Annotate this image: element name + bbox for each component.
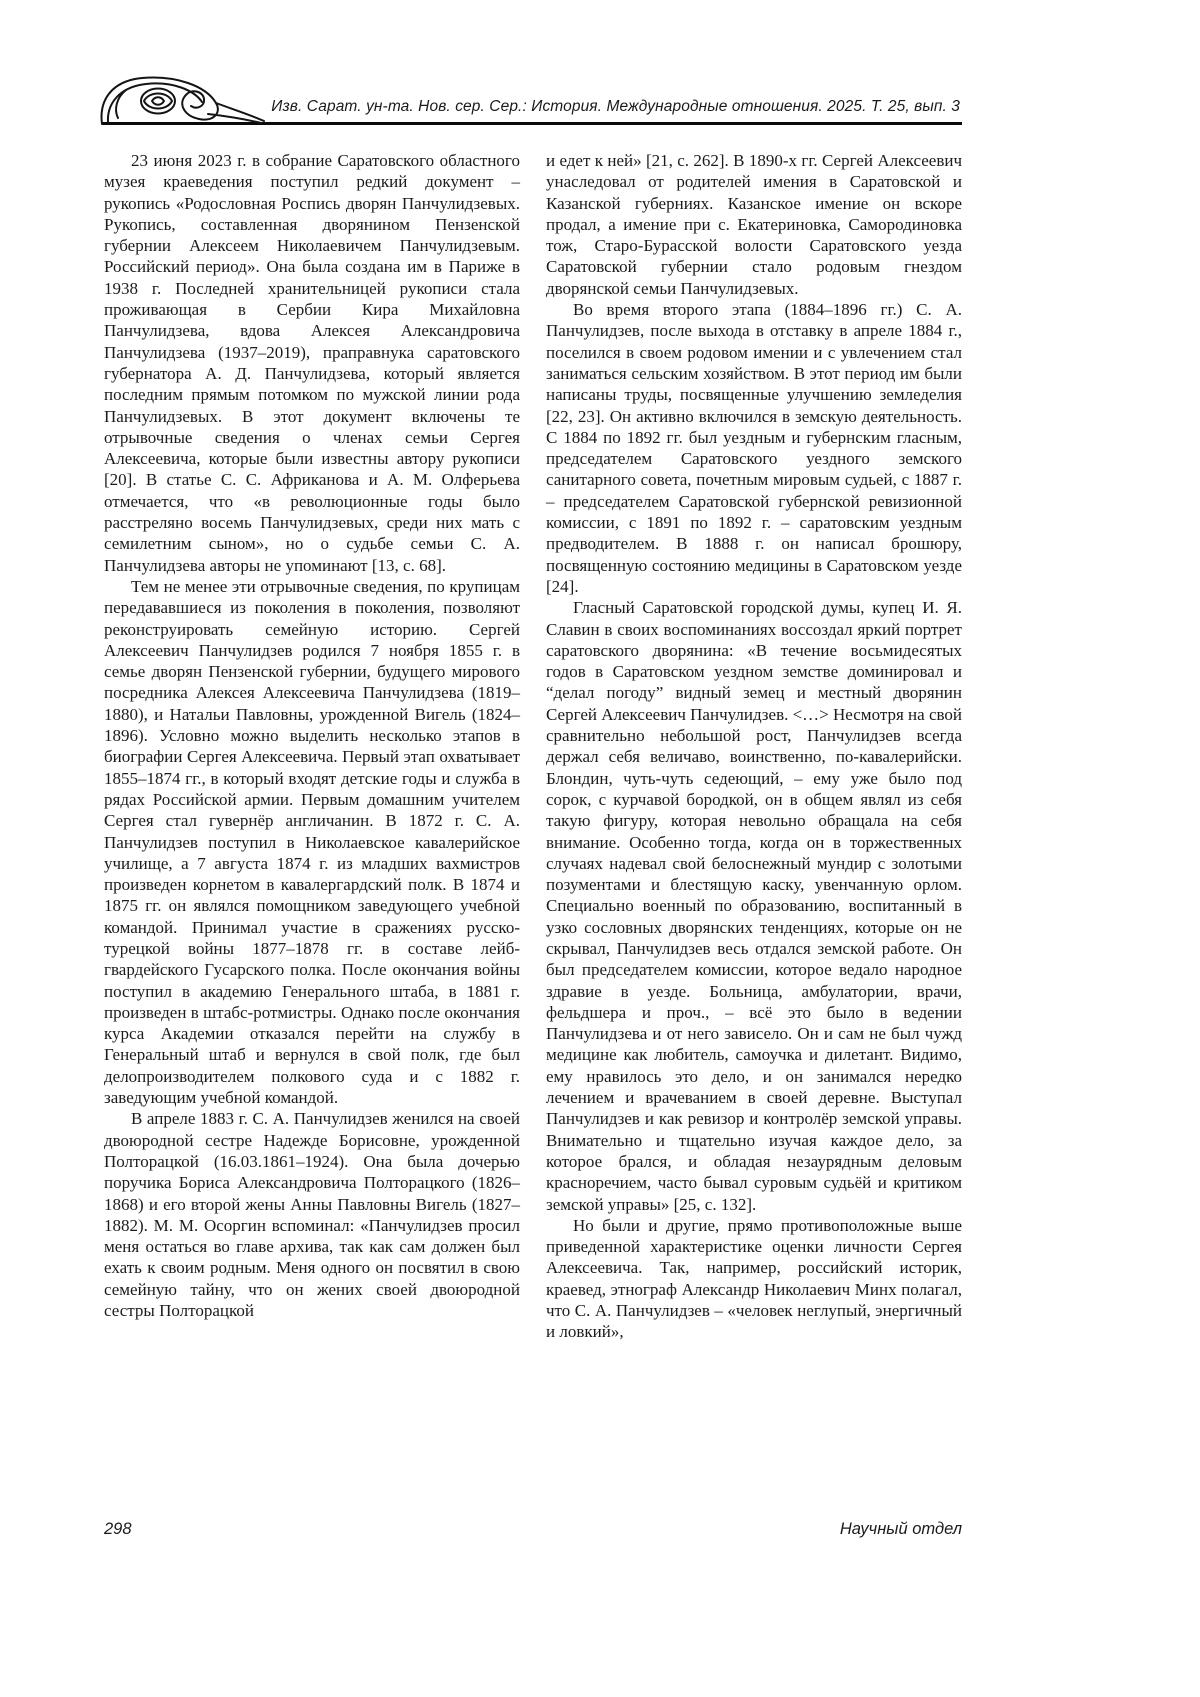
page-number: 298 bbox=[104, 1520, 132, 1538]
paragraph: Но были и другие, прямо противоположные выше приведенной характеристике оценки личности Сергея Алексеевича. Так, например, российский историк, краевед, этнограф Александр Николаевич Минх полагал, что С. А. Панчулидзев – «человек неглупый, энергичный и ловкий», bbox=[546, 1215, 962, 1342]
ornament-flourish-icon bbox=[96, 72, 268, 126]
column-right bbox=[546, 150, 962, 1343]
footer-section-label: Научный отдел bbox=[839, 1520, 962, 1538]
paragraph: и едет к ней» [21, с. 262]. В 1890-х гг. Сергей Алексеевич унаследовал от родителей имения в Саратовской и Казанской губерниях. Казанское имение он вскоре продал, а имение при с. Екатериновка, Самородиновка тож, Старо-Бурасской волости Саратовского уезда Саратовской губернии стало родовым гнездом дворянской семьи Панчулидзевых. bbox=[546, 151, 962, 298]
running-head bbox=[102, 66, 962, 125]
paragraph: В апреле 1883 г. С. А. Панчулидзев женился на своей двоюродной сестре Надежде Борисовне, урожденной Полторацкой (16.03.1861–1924). Она была дочерью поручика Бориса Александровича Полторацкого (1826–1868) и его второй жены Анны Павловны Вигель (1827–1882). М. М. Осоргин вспоминал: «Панчулидзев просил меня остаться во главе архива, так как сам должен был ехать к своим родным. Меня одного он посвятил в свою семейную тайну, что он жених своей двоюродной сестры Полторацкой bbox=[104, 1109, 520, 1321]
paragraph: Гласный Саратовской городской думы, купец И. Я. Славин в своих воспоминаниях воссоздал яркий портрет саратовского дворянина: «В течение восьмидесятых годов в Саратовском уездном земстве доминировал и “делал погоду” видный земец и местный дворянин Сергей Алексеевич Панчулидзев. <…> Несмотря на свой сравнительно небольшой рост, Панчулидзев всегда держал себя величаво, воинственно, по-кавалерийски. Блондин, чуть-чуть седеющий, – ему уже было под сорок, с курчавой бородкой, он в общем являл из себя такую фигуру, которая невольно обращала на себя внимание. Особенно тогда, когда он в торжественных случаях надевал свой белоснежный мундир с золотыми позументами и блестящую каску, увенчанную орлом. Специально военный по образованию, воспитанный в узко сословных дворянских тенденциях, которые он не скрывал, Панчулидзев весь отдался земской работе. Он был председателем комиссии, которое ведало народное здравие в уезде. Больница, амбулатории, врачи, фельдшера и проч., – всё это было в ведении Панчулидзева и от него зависело. Он и сам не был чужд медицине как любитель, самоучка и дилетант. Видимо, ему нравилось это дело, и он занимался нередко лечением и врачеванием в своей деревне. Выступал Панчулидзев и как ревизор и контролёр земской управы. Внимательно и тщательно изучая каждое дело, за которое брался, и обладая незаурядным деловым красноречием, часто бывал суровым судьёй и критиком земской управы» [25, с. 132]. bbox=[546, 598, 962, 1214]
paragraph: 23 июня 2023 г. в собрание Саратовского областного музея краеведения поступил редкий документ – рукопись «Родословная Роспись дворян Панчулидзевых. Рукопись, составленная дворянином Пензенской губернии Алексеем Николаевичем Панчулидзевым. Российский период». Она была создана им в Париже в 1938 г. Последней хранительницей рукописи стала проживающая в Сербии Кира Михайловна Панчулидзева, вдова Алексея Александровича Панчулидзева (1937–2019), праправнука саратовского губернатора А. Д. Панчулидзева, который является последним прямым потомком по мужской линии рода Панчулидзевых. В этот документ включены те отрывочные сведения о членах семьи Сергея Алексеевича, которые были известны автору рукописи [20]. В статье С. С. Африканова и А. М. Олферьева отмечается, что «в революционные годы было расстреляно восемь Панчулидзевых, среди них мать с семилетним сыном», но о судьбе семьи С. А. Панчулидзева авторы не упоминают [13, с. 68]. bbox=[104, 151, 520, 575]
paragraph: Во время второго этапа (1884–1896 гг.) С. А. Панчулидзев, после выхода в отставку в апреле 1884 г., поселился в своем родовом имении и с увлечением стал заниматься сельским хозяйством. В этот период им были написаны труды, посвященные улучшению земледелия [22, 23]. Он активно включился в земскую деятельность. С 1884 по 1892 гг. был уездным и губернским гласным, председателем Саратовского уездного земского санитарного совета, почетным мировым судьей, с 1887 г. – председателем Саратовской губернской ревизионной комиссии, с 1891 по 1892 г. – саратовским уездным предводителем. В 1888 г. он написал брошюру, посвященную состоянию медицины в Саратовском уезде [24]. bbox=[546, 300, 962, 596]
column-left bbox=[104, 150, 520, 1343]
paragraph: Тем не менее эти отрывочные сведения, по крупицам передававшиеся из поколения в поколения, позволяют реконструировать семейную историю. Сергей Алексеевич Панчулидзев родился 7 ноября 1855 г. в семье дворян Пензенской губернии, будущего мирового посредника Алексея Алексеевича Панчулидзева (1819–1880), и Натальи Павловны, урожденной Вигель (1824–1896). Условно можно выделить несколько этапов в биографии Сергея Алексеевича. Первый этап охватывает 1855–1874 гг., в который входят детские годы и служба в рядах Российской армии. Первым домашним учителем Сергея стал гувернёр англичанин. В 1872 г. С. А. Панчулидзев поступил в Николаевское кавалерийское училище, а 7 августа 1874 г. из младших вахмистров произведен корнетом в кавалергардский полк. В 1874 и 1875 гг. он являлся помощником заведующего учебной командой. Принимал участие в сражениях русско-турецкой войны 1877–1878 гг. в составе лейб-гвардейского Гусарского полка. После окончания войны поступил в академию Генерального штаба, в 1881 г. произведен в штабс-ротмистры. Однако после окончания курса Академии отказался перейти на службу в Генеральный штаб и вернулся в свой полк, где был делопроизводителем полкового суда и с 1882 г. заведующим учебной командой. bbox=[104, 576, 520, 1108]
article-body bbox=[104, 150, 962, 1343]
page-footer bbox=[104, 1520, 962, 1539]
journal-citation-line: Изв. Сарат. ун-та. Нов. сер. Сер.: История. Международные отношения. 2025. Т. 25, вып. 3 bbox=[271, 98, 960, 115]
